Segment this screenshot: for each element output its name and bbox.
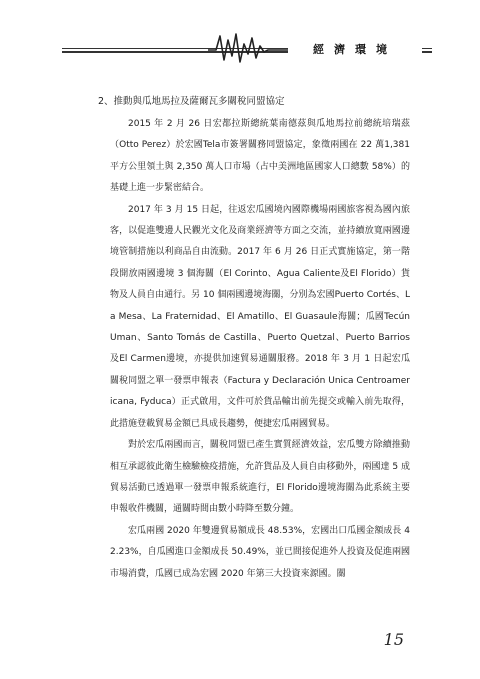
heartbeat-wave-icon — [208, 30, 292, 66]
page-header — [0, 0, 480, 80]
page-content — [98, 94, 410, 585]
paragraph-4: 宏瓜兩國 2020 年雙邊貿易額成長 48.53%，宏國出口瓜國金額成長 42.23%，自瓜國進口金額成長 50.49%，並已間接促進外人投資及促進兩國市場消費，瓜國已成為宏國 2020 年第三大投資來源國。關 — [110, 525, 410, 579]
section-heading: 2、推動與瓜地馬拉及薩爾瓦多關稅同盟協定 — [98, 96, 285, 107]
paragraph-3: 對於宏瓜兩國而言，關稅同盟已產生實質經濟效益，宏瓜雙方除續推動相互承認彼此衛生檢驗檢疫措施，允許貨品及人員自由移動外，兩國達 5 成貿易活動已透過單一發票申報系統進行，El Florido邊境海關為此系統主要申報收件機關，通關時間由數小時降至數分鐘。 — [110, 440, 410, 515]
header-title: 經濟環境 — [313, 43, 397, 56]
paragraph-2: 2017 年 3 月 15 日起，往返宏瓜國境內國際機場兩國旅客視為國內旅客，以促進雙邊人民觀光文化及商業經濟等方面之交流，並持續放寬兩國邊境管制措施以利商品自由流動。2017 年 6 月 26 日正式實施協定，第一階段開放兩國邊境 3 個海關（El Corinto、Agua Caliente及El Florido）貨物及人員自由通行。另 10 個兩國邊境海關，分別為宏國Puerto Cortés、La Mesa、La Fraternidad、El Amatillo、El Guasaule海關；瓜國Tecún Uman、Santo Tomás de Castilla、Puerto Quetzal、Puerto Barrios 及El Carmen邊境，亦提供加速貿易通關服務。2018 年 3 月 1 日起宏瓜關稅同盟之單一發票申報表（Factura y Declaración Unica Centroamericana, Fyduca）正式啟用，文件可於貨品輸出前先提交或輸入前先取得，此措施登載貿易金額已具成長趨勢，便捷宏瓜兩國貿易。 — [110, 204, 410, 429]
paragraph-1: 2015 年 2 月 26 日宏都拉斯總統葉南德茲與瓜地馬拉前總統培瑞茲（Otto Perez）於宏國Tela市簽署關務同盟協定，象徵兩國在 22 萬1,381 平方公里領土與 2,350 萬人口市場（占中美洲地區國家人口總數 58%）的基礎上進一步緊密結合。 — [110, 119, 410, 194]
page-number: 15 — [383, 630, 404, 649]
